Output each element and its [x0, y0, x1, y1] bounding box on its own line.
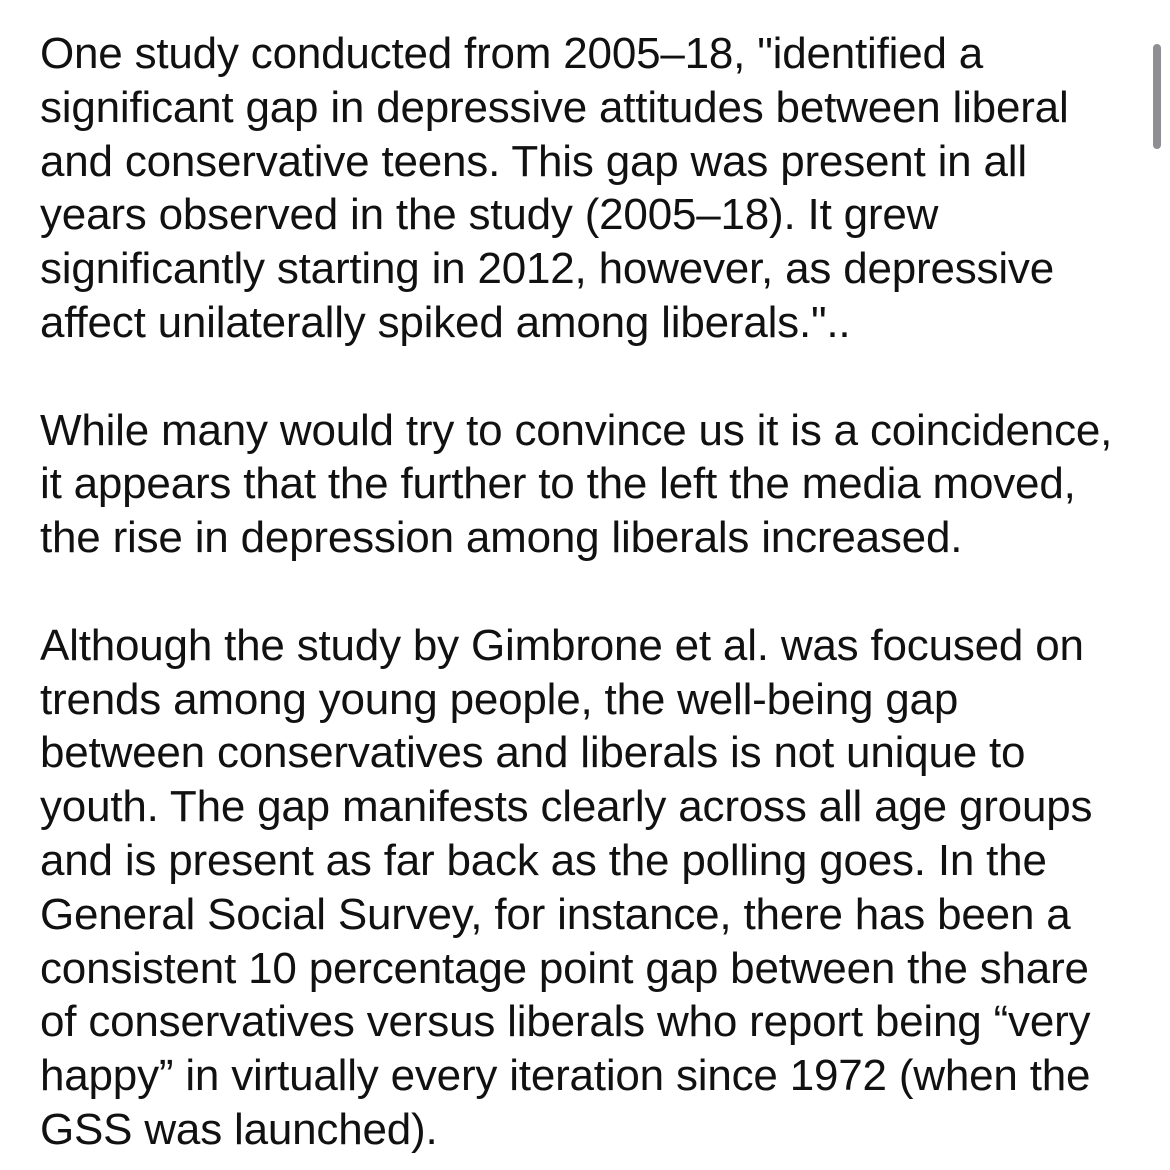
- text-line: One study conducted from 2005–18, "identified a: [40, 29, 984, 78]
- text-line: and conservative teens. This gap was present in all: [40, 136, 1027, 186]
- text-line: Although the study by Gimbrone et al. was focused on: [40, 620, 1084, 670]
- text-line: between conservatives and liberals is not unique to: [40, 728, 1026, 778]
- text-line: youth. The gap manifests clearly across all age groups: [40, 782, 1093, 832]
- paragraph-gss: [40, 619, 1130, 1157]
- paragraph-media: [40, 404, 1130, 565]
- text-line: consistent 10 percentage point gap between the share: [40, 943, 1089, 993]
- text-line: it appears that the further to the left the media moved,: [40, 459, 1076, 509]
- text-line: of conservatives versus liberals who report being “very: [40, 997, 1091, 1047]
- text-line: affect unilaterally spiked among liberals."..: [40, 297, 851, 347]
- text-line: General Social Survey, for instance, there has been a: [40, 889, 1071, 939]
- text-line: significant gap in depressive attitudes between liberal: [40, 82, 1069, 132]
- note-body[interactable]: [40, 27, 1130, 1157]
- text-line: years observed in the study (2005–18). It grew: [40, 190, 939, 240]
- text-line: the rise in depression among liberals increased.: [40, 513, 963, 563]
- text-line: GSS was launched).: [40, 1104, 438, 1154]
- text-line: significantly starting in 2012, however, as depressive: [40, 244, 1054, 294]
- text-line: and is present as far back as the polling goes. In the: [40, 835, 1047, 885]
- text-line: trends among young people, the well-being gap: [40, 674, 959, 724]
- paragraph-study: [40, 27, 1130, 350]
- text-line: happy” in virtually every iteration since 1972 (when the: [40, 1051, 1091, 1101]
- text-line: While many would try to convince us it is a coincidence,: [40, 405, 1113, 455]
- vertical-scrollbar[interactable]: [1153, 44, 1161, 149]
